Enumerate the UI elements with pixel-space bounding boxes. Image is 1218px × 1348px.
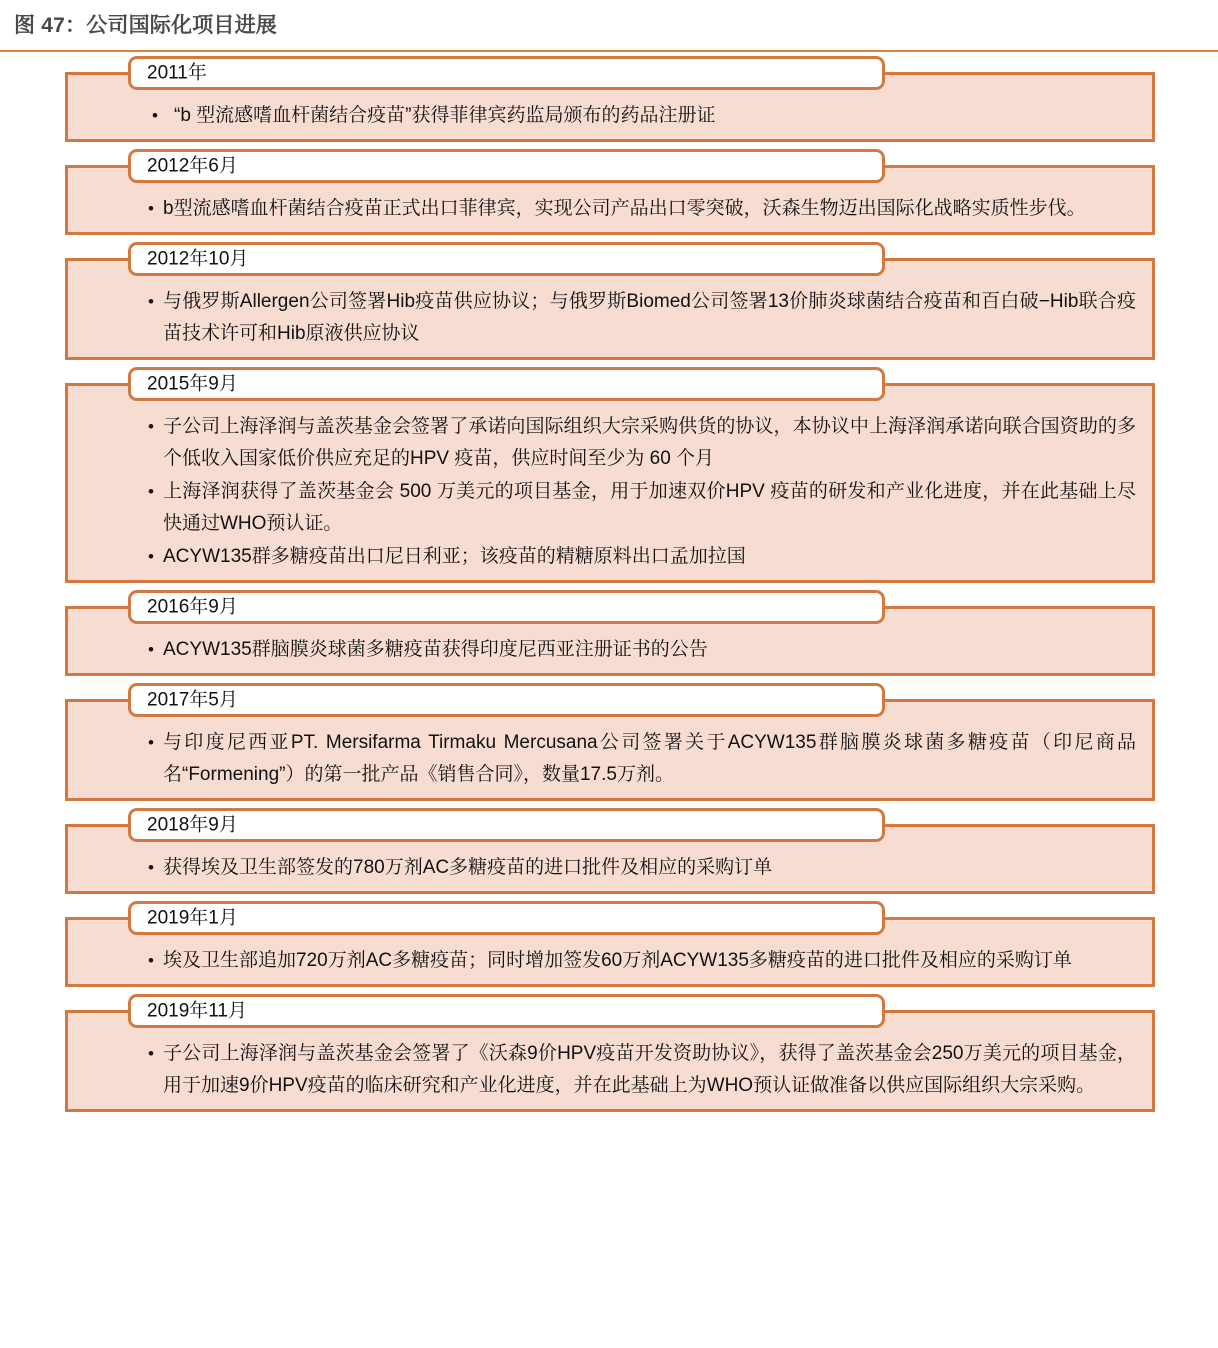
timeline-date-header	[128, 242, 885, 276]
timeline-bullet: • ACYW135群脑膜炎球菌多糖疫苗获得印度尼西亚注册证书的公告	[148, 634, 1136, 666]
timeline-bullet: • 与印度尼西亚PT. Mersifarma Tirmaku Mercusana公司签署关于ACYW135群脑膜炎球菌多糖疫苗（印尼商品名“Formening”）的第一批产品《销售合同》，数量17.5万剂。	[148, 727, 1136, 791]
timeline-block	[0, 901, 1218, 987]
timeline-date-label: 2018年9月	[147, 814, 238, 836]
timeline-date-label: 2019年1月	[147, 907, 238, 929]
timeline-bullet: • 埃及卫生部追加720万剂AC多糖疫苗；同时增加签发60万剂ACYW135多糖疫苗的进口批件及相应的采购订单	[148, 945, 1136, 977]
timeline-date-label: 2015年9月	[147, 373, 238, 395]
title-divider-rule	[0, 50, 1218, 52]
timeline-date-header	[128, 367, 885, 401]
timeline-date-header	[128, 808, 885, 842]
timeline-bullet: • 上海泽润获得了盖茨基金会 500 万美元的项目基金，用于加速双价HPV 疫苗的研发和产业化进度，并在此基础上尽快通过WHO预认证。	[148, 476, 1136, 540]
timeline-container	[0, 56, 1218, 1119]
timeline-bullet: • 子公司上海泽润与盖茨基金会签署了承诺向国际组织大宗采购供货的协议，本协议中上海泽润承诺向联合国资助的多个低收入国家低价供应充足的HPV 疫苗，供应时间至少为 60 个月	[148, 411, 1136, 475]
timeline-bullet: • 子公司上海泽润与盖茨基金会签署了《沃森9价HPV疫苗开发资助协议》，获得了盖茨基金会250万美元的项目基金，用于加速9价HPV疫苗的临床研究和产业化进度，并在此基础上为WHO预认证做准备以供应国际组织大宗采购。	[148, 1038, 1136, 1102]
timeline-date-header	[128, 56, 885, 90]
timeline-date-label: 2011年	[147, 62, 207, 84]
timeline-date-header	[128, 994, 885, 1028]
timeline-date-label: 2016年9月	[147, 596, 238, 618]
timeline-block	[0, 56, 1218, 142]
timeline-date-header	[128, 590, 885, 624]
timeline-bullet: • “b 型流感嗜血杆菌结合疫苗”获得菲律宾药监局颁布的药品注册证	[148, 100, 1136, 132]
timeline-date-label: 2019年11月	[147, 1000, 247, 1022]
timeline-block	[0, 242, 1218, 360]
timeline-date-label: 2012年10月	[147, 248, 249, 270]
timeline-date-label: 2017年5月	[147, 689, 238, 711]
timeline-date-header	[128, 149, 885, 183]
timeline-bullet: • 获得埃及卫生部签发的780万剂AC多糖疫苗的进口批件及相应的采购订单	[148, 852, 1136, 884]
timeline-date-header	[128, 901, 885, 935]
figure-title: 图 47：公司国际化项目进展	[14, 14, 277, 37]
timeline-block	[0, 683, 1218, 801]
timeline-block	[0, 808, 1218, 894]
timeline-date-header	[128, 683, 885, 717]
timeline-block	[0, 367, 1218, 583]
timeline-block	[0, 590, 1218, 676]
timeline-bullet: • b型流感嗜血杆菌结合疫苗正式出口菲律宾，实现公司产品出口零突破，沃森生物迈出国际化战略实质性步伐。	[148, 193, 1136, 225]
timeline-bullet: • 与俄罗斯Allergen公司签署Hib疫苗供应协议；与俄罗斯Biomed公司签署13价肺炎球菌结合疫苗和百白破−Hib联合疫苗技术许可和Hib原液供应协议	[148, 286, 1136, 350]
timeline-date-label: 2012年6月	[147, 155, 238, 177]
timeline-block	[0, 149, 1218, 235]
timeline-block	[0, 994, 1218, 1112]
timeline-bullet: • ACYW135群多糖疫苗出口尼日利亚；该疫苗的精糖原料出口孟加拉国	[148, 541, 1136, 573]
